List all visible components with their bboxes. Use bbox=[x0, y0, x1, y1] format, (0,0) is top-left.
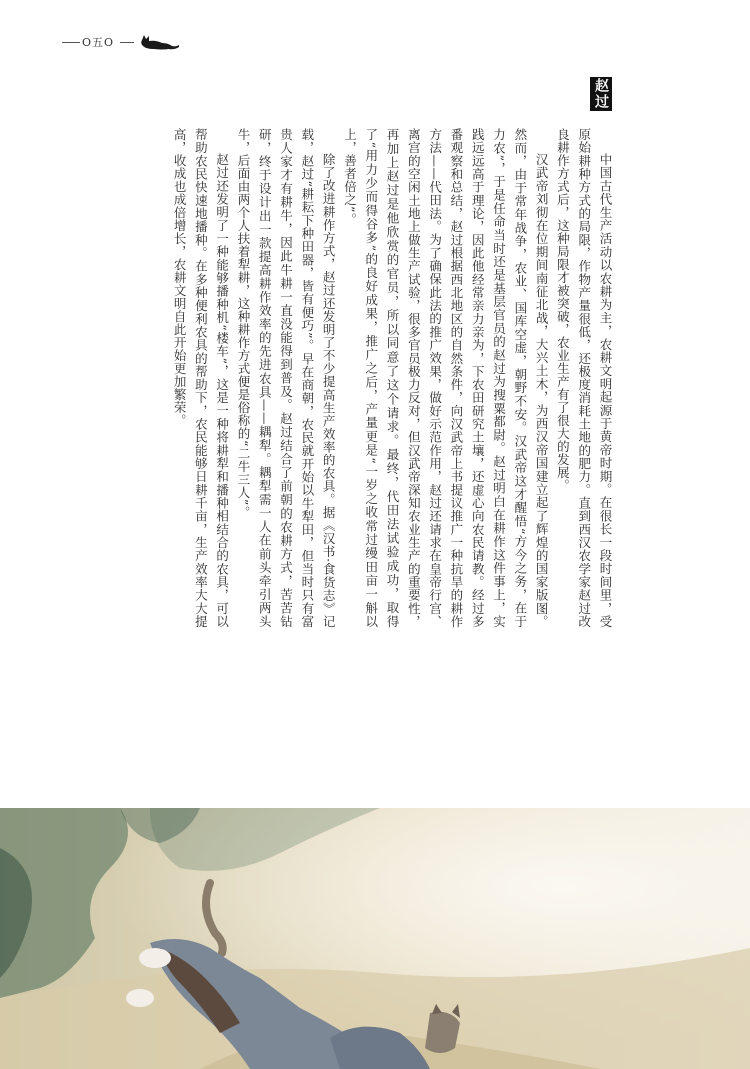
ink-painting-illustration bbox=[0, 808, 750, 1069]
page-header bbox=[62, 32, 192, 52]
paragraph: 赵过还发明了一种能够播种机“楼车”，这是一种将耕犁和播种相结合的农具，可以帮助农民快速地播种。在多种便利农具的帮助下，农民能够日耕千亩，生产效率大大提高，收成也成倍增长，农耕文明自此开始更加繁荣。 bbox=[172, 128, 230, 628]
header-rule-left bbox=[62, 42, 80, 43]
paragraph: 中国古代生产活动以农耕为主，农耕文明起源于黄帝时期。在很长一段时间里，受原始耕种方式的局限，作物产量很低，还极度消耗土地的肥力。直到西汉农学家赵过改良耕作方式后，这种局限才被突破，农业生产有了很大的发展。 bbox=[555, 128, 613, 628]
header-rule-right bbox=[120, 42, 134, 43]
paragraph: 除了改进耕作方式，赵过还发明了不少提高生产效率的农具。据《汉书·食货志》记载，赵过“耕耘下种田器，皆有便巧”。早在商朝，农民就开始以牛犁田，但当时只有富贵人家才有耕牛，因此牛耕一直没能得到普及。赵过结合了前朝的农耕方式，苦苦钻研，终于设计出一款提高耕作效率的先进农具——耦犁。耦犁需一人在前头牵引两头牛，后面由两个人扶着犁耕，这种耕作方式便是俗称的“二牛三人”。 bbox=[235, 128, 337, 628]
section-title: 赵过 bbox=[590, 77, 612, 111]
paragraph: 汉武帝刘彻在位期间南征北战，大兴土木，为西汉帝国建立起了辉煌的国家版图。然而，由于常年战争，农业、国库空虚，朝野不安。汉武帝这才醒悟“方今之务，在于力农”，于是任命当时还是基层官员的赵过为搜粟都尉。赵过明白在耕作这件事上，实践远远高于理论，因此他经常亲力亲为，下农田研究土壤，还虚心向农民请教。经过多番观察和总结，赵过根据西北地区的自然条件，向汉武帝上书提议推广一种抗旱的耕作方法——代田法。为了确保此法的推广效果，做好示范作用，赵过还请求在皇帝行宫、离宫的空闲土地上做生产试验，很多官员极力反对，但汉武帝深知农业生产的重要性，再加上赵过是他欣赏的官员，所以同意了这个请求。最终，代田法试验成功，取得了“用力少而得谷多”的良好成果，推广之后，产量更是“一岁之收常过缦田亩一斛以上，善者倍之”。 bbox=[342, 128, 550, 628]
page-number: O五O bbox=[82, 36, 115, 49]
cat-icon bbox=[136, 32, 180, 52]
article-body bbox=[172, 128, 616, 628]
